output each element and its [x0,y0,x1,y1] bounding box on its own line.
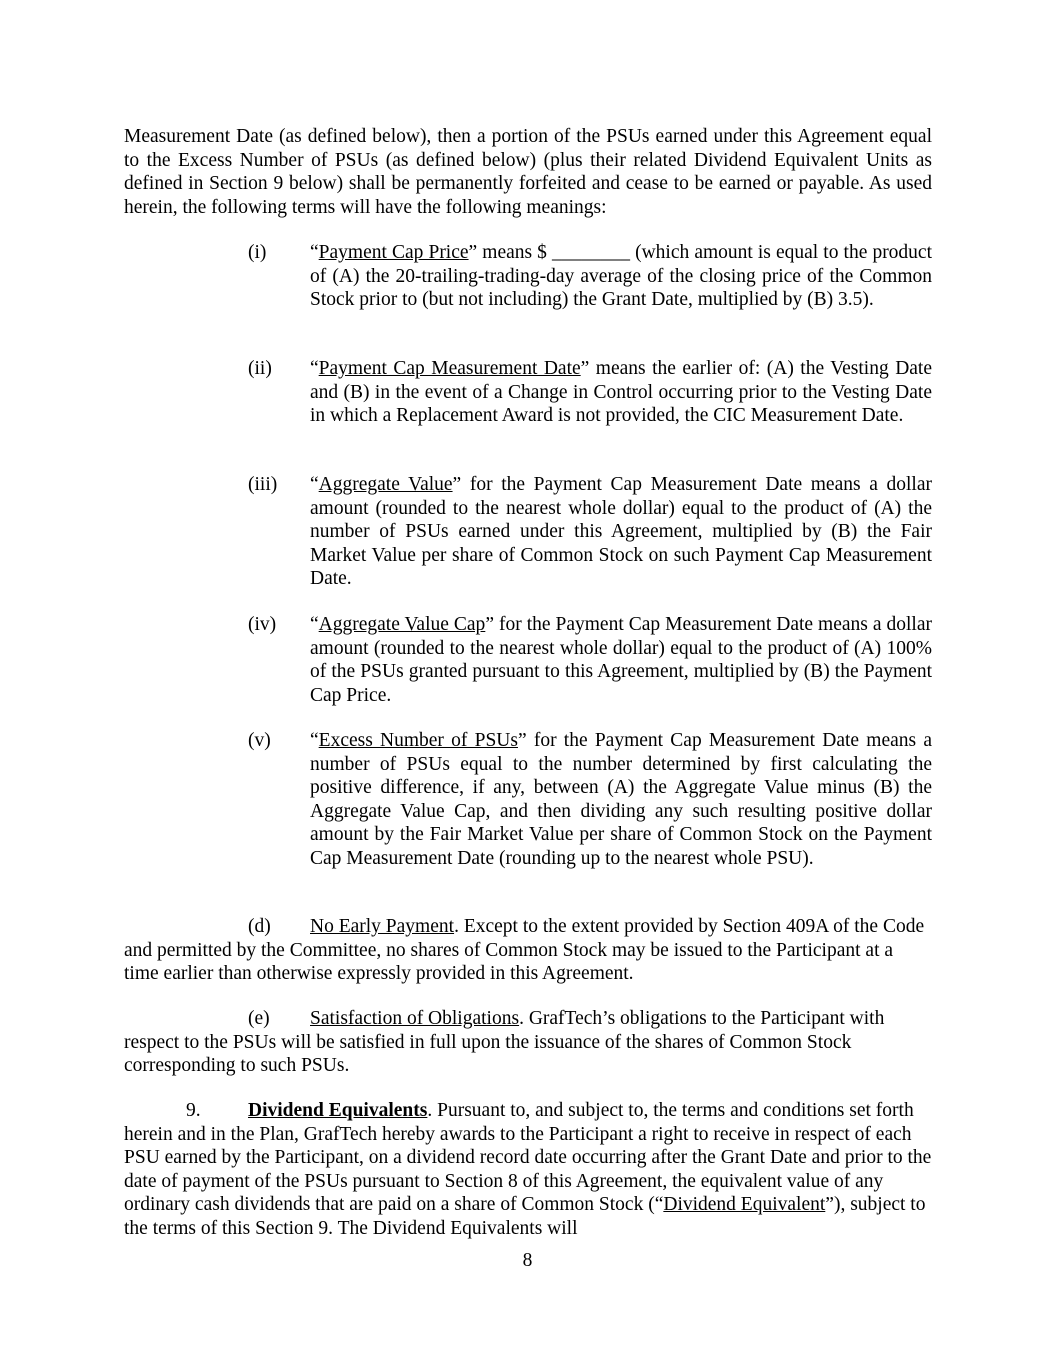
section-heading: No Early Payment [310,916,455,937]
section-number: (d) [248,916,271,937]
page-number: 8 [522,1250,533,1271]
defined-term: Aggregate Value Cap [318,614,486,635]
section-e-paragraph: (e) Satisfaction of Obligations. GrafTech’s obligations to the Participant with respect to the PSUs will be satisfied in full upon the issuance of the shares of Common Stock corresponding to such PSUs. [124,1008,885,1077]
defined-term: Dividend Equivalent [663,1194,826,1216]
section-heading: Satisfaction of Obligations [310,1008,520,1029]
definition-body: “Excess Number of PSUs” for the Payment Cap Measurement Date means a number of PSUs equal to the number determined by first calculating the positive difference, if any, between (A) the Aggregate Value minus (B) the Aggregate Value Cap, and then dividing any such resulting positive dollar amount by the Fair Market Value per share of Common Stock on the Payment Cap Measurement Date (rounding up to the nearest whole PSU). [310,730,932,869]
section-d-paragraph: (d) No Early Payment. Except to the extent provided by Section 409A of the Code and permitted by the Committee, no shares of Common Stock may be issued to the Participant at a time earlier than otherwise expressly provided in this Agreement. [124,916,925,985]
intro-text: Measurement Date (as defined below), then a portion of the PSUs earned under this Agreement equal to the Excess Number of PSUs (as defined below) (plus their related Dividend Equivalent Units as defined in Section 9 below) shall be permanently forfeited and cease to be earned or payable. As used herein, the following terms will have the following meanings: [124,126,932,218]
definition-number: (iii) [248,474,278,495]
definition-body: “Payment Cap Price” means $ ________ (which amount is equal to the product of (A) the 20-trailing-trading-day average of the closing price of the Common Stock prior to (but not including) the Grant Date, multiplied by (B) 3.5). [310,242,933,311]
definition-number: (ii) [248,358,272,379]
section-heading: Dividend Equivalents [248,1100,428,1121]
defined-term: Aggregate Value [318,474,453,495]
defined-term: Payment Cap Price [318,242,469,263]
definition-number: (v) [248,730,271,751]
section-number: (e) [248,1008,270,1029]
definition-number: (iv) [248,614,277,635]
section-9-paragraph: 9. Dividend Equivalents. Pursuant to, and subject to, the terms and conditions set forth herein and in the Plan, GrafTech hereby awards to the Participant a right to receive in respect of each PSU earned by the Participant, on a dividend record date occurring after the Grant Date and prior to the date of payment of the PSUs pursuant to Section 8 of this Agreement, the equivalent value of any ordinary cash dividends that are paid on a share of Common Stock (“Dividend Equivalent”), subject to the terms of this Section 9. The Dividend Equivalents will [124,1100,932,1239]
intro-paragraph [124,125,932,219]
definition-body: “Aggregate Value Cap” for the Payment Cap Measurement Date means a dollar amount (rounded to the nearest whole dollar) equal to the product of (A) 100% of the PSUs granted pursuant to this Agreement, multiplied by (B) the Payment Cap Price. [310,614,932,706]
definition-body: “Aggregate Value” for the Payment Cap Measurement Date means a dollar amount (rounded to the nearest whole dollar) equal to the product of (A) the number of PSUs earned under this Agreement, multiplied by (B) the Fair Market Value per share of Common Stock on such Payment Cap Measurement Date. [310,474,932,590]
definition-body: “Payment Cap Measurement Date” means the earlier of: (A) the Vesting Date and (B) in the event of a Change in Control occurring prior to the Vesting Date in which a Replacement Award is not provided, the CIC Measurement Date. [310,358,932,427]
section-number: 9. [186,1100,201,1121]
defined-term: Payment Cap Measurement Date [318,358,581,379]
definition-number: (i) [248,242,267,263]
defined-term: Excess Number of PSUs [318,730,518,751]
